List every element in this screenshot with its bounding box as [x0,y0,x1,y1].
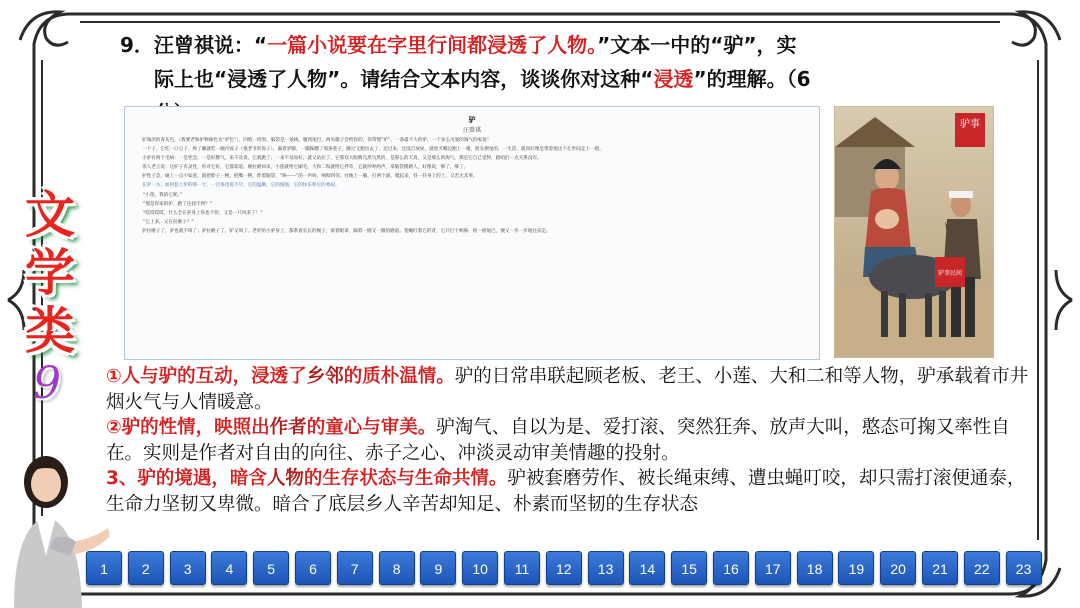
document-paragraph: 驴性子急，碰上一点不如意，就把脖子一梗，把嘴一咧，仰着脑袋，“咴——”的一声叫，响彻四邻。往地上一躺，打两个滚，爬起来，抖一抖身上的土，又若无其事。 [142,174,478,180]
donkey-illustration [834,106,994,358]
question-quote-highlight: 一篇小说要在字里行间都浸透了人物。 [267,33,598,57]
page-button-1[interactable]: 1 [86,551,122,585]
answer-keyword: 乡邻 [306,366,344,387]
document-dialog: “那是你家的驴，跑了还找不到？” [143,201,213,207]
reading-text-document [124,106,820,360]
question-text-part: 际上也“浸透了人物”。请结合文本内容，谈谈你对这种“ [154,67,654,91]
page-button-8[interactable]: 8 [379,551,415,585]
page-button-12[interactable]: 12 [546,551,582,585]
page-button-10[interactable]: 10 [462,551,498,585]
category-title [18,186,82,360]
question-number: 9． [120,33,154,57]
painting-sign-text: 驴事民间 [937,270,963,277]
page-button-20[interactable]: 20 [880,551,916,585]
page-button-15[interactable]: 15 [671,551,707,585]
document-dialog: “它上来，又在拉磨子？” [143,219,194,225]
answer-heading: ①人与驴的互动，浸透了 [106,366,307,387]
answer-heading: 3、驴的境遇，暗含 [106,468,267,489]
question-text-part: ”文本一中的“驴”，实 [597,33,797,57]
answer-heading: 的质朴温情。 [343,366,455,387]
document-paragraph-blue: 在驴一方，如何套上驴的那一天，一百条也说不尽，它的温顺，它的倔强，它的快乐和它的委屈。 [142,183,340,189]
question-text-part: ”的理解。（6 [693,67,811,91]
document-paragraph: 驴淘淡的青灰色，（我要老和驴种颜色为“驴色”），四肢一班黑，脑袋是一条线，腹到尾巴，两头腿子会给你的，你常惯“驴”，一条最不大的驴，一个多么可爱的淘气的家伙！ [142,138,492,143]
answer-point-1 [106,364,1041,415]
page-button-22[interactable]: 22 [964,551,1000,585]
page-button-4[interactable]: 4 [211,551,247,585]
donkey-painting-image [835,107,993,357]
page-button-9[interactable]: 9 [420,551,456,585]
answer-point-2 [106,415,1041,466]
answer-body: 驴被套磨劳作、被长绳束缚、遭虫蝇叮咬，却只需打滚便通泰，生命力坚韧又卑微。暗合了底层乡人辛苦却知足、朴素而坚韧的生存状态 [106,468,1026,515]
page-button-18[interactable]: 18 [797,551,833,585]
document-paragraph: 驴拉磨子了，驴也就不叫了；驴拉磨子了，驴又叫了。老驴的小驴身上，都系着长长的绳子，蒙着眼罩，踩着一圈又一圈的磨道。苍蝇叮着它的背，它只打个响鼻，摇一摇尾巴，便又一步一步地往前走。 [142,228,551,234]
page-button-2[interactable]: 2 [128,551,164,585]
category-char: 类 [25,301,75,360]
document-paragraph: 邻人老王说：这驴子有灵性，你对它好，它都知道。刚拉磨回来，小莲就给它刷毛，大和二和就给它拌草，它就哼哼两声，拿脑袋蹭蹭人，好像说，够了，够了。 [142,165,469,171]
page-button-23[interactable]: 23 [1006,551,1042,585]
answer-section [106,364,1041,517]
painting-stamp-text: 驴事 [960,119,980,130]
page-button-6[interactable]: 6 [295,551,331,585]
category-char: 文 [25,185,75,244]
answer-keyword: 人物 [266,468,304,489]
document-dialog: “小莲，我的它呢。” [143,192,183,198]
page-button-16[interactable]: 16 [713,551,749,585]
page-button-3[interactable]: 3 [170,551,206,585]
answer-heading: 的童心与审美。 [306,417,437,438]
answer-point-3 [106,466,1041,517]
page-button-5[interactable]: 5 [253,551,289,585]
answer-body: 驴淘气、自以为是、爱打滚、突然狂奔、放声大叫，憨态可掬又率性自在。实则是作者对自由的向往、赤子之心、冲淡灵动审美情趣的投射。 [106,417,1010,464]
page-button-11[interactable]: 11 [504,551,540,585]
document-paragraph: 一下子，它吃一口豆子，挨了睡就吃一碗内饭子（很老爷的饭子），漏着驴脚，一脚踩翻了那条巷子，跳过又跑出去了，还过来，还没自放屁，就放天哪边跑上一趟，摇头摆尾的，一生活，就真好像是带着他这个在世间走上一趟。 [142,147,604,153]
page-button-13[interactable]: 13 [588,551,624,585]
page-navigation [86,551,1048,587]
answer-heading: ②驴的性情，映照出 [106,417,270,438]
page-button-21[interactable]: 21 [922,551,958,585]
question-keyword-highlight: 浸透 [653,67,694,91]
document-paragraph: 小驴有两个毛病：一是性急，一是好脾气。来不及说，它就跑了；一来不及说好，就又站住了。它那双大眼睛乌黑乌黑的，是那么的天真，又是那么的淘气，那是它自己觉得，跟咱们一点关系没有。 [142,156,542,162]
document-author: 汪曾祺 [462,127,481,134]
answer-keyword: 作者 [269,417,307,438]
question-text-part: 汪曾祺说：“ [153,33,268,57]
document-dialog: “哎哎哎哎，什么全在驴身上你也不管，又是一只风来了！” [143,210,263,216]
answer-heading: 的生存状态与生命共情。 [303,468,508,489]
document-title: 驴 [468,116,476,124]
page-button-17[interactable]: 17 [755,551,791,585]
page-button-19[interactable]: 19 [838,551,874,585]
category-number: 9 [33,358,61,409]
category-char: 学 [25,243,75,302]
page-button-14[interactable]: 14 [629,551,665,585]
page-button-7[interactable]: 7 [337,551,373,585]
answer-body: 驴的日常串联起顾老板、老王、小莲、大和二和等人物，驴承载着市井烟火气与人情暖意。 [106,366,1029,413]
